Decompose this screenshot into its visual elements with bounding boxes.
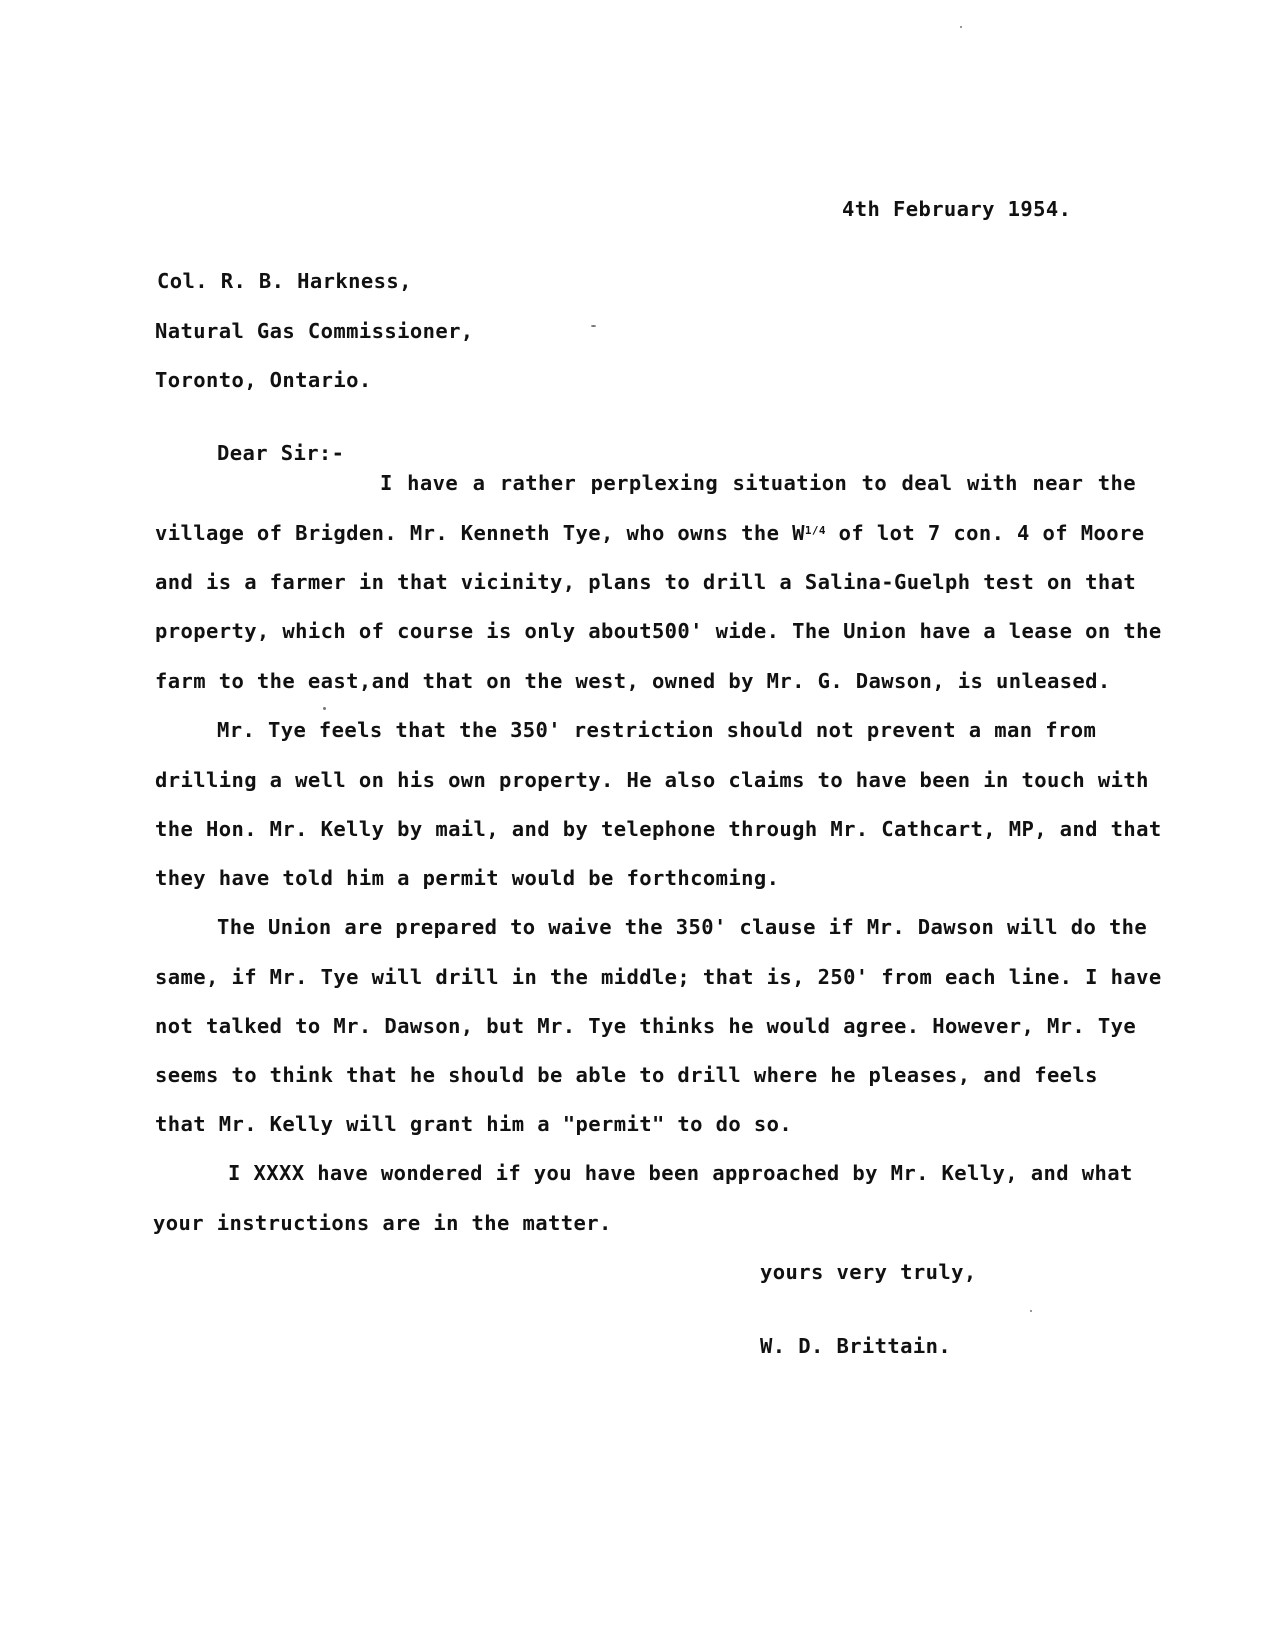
paragraph-line: drilling a well on his own property. He also claims to have been in touch with <box>155 768 1149 792</box>
salutation: Dear Sir:- <box>217 441 345 465</box>
line-text: I <box>228 1161 254 1185</box>
paper-speck <box>1030 1310 1032 1312</box>
closing: yours very truly, <box>760 1260 977 1284</box>
paper-speck <box>323 707 326 710</box>
struck-out-text: XXXX <box>253 1161 305 1185</box>
paragraph-line: your instructions are in the matter. <box>153 1211 612 1235</box>
line-text: have wondered if you have been approached by Mr. Kelly, and what <box>304 1161 1133 1185</box>
paragraph-line: that Mr. Kelly will grant him a "permit" to do so. <box>155 1112 793 1136</box>
line-text: village of Brigden. Mr. Kenneth Tye, who owns the W <box>155 521 805 545</box>
paragraph-line: I have a rather perplexing situation to deal with near the <box>380 471 1136 495</box>
paragraph-line: same, if Mr. Tye will drill in the middle; that is, 250' from each line. I have <box>155 965 1162 989</box>
recipient-name: Col. R. B. Harkness, <box>157 269 412 293</box>
fraction-one-quarter: 1/4 <box>804 524 826 537</box>
paper-speck <box>960 26 962 28</box>
paragraph-line <box>155 520 1145 546</box>
paragraph-line: they have told him a permit would be forthcoming. <box>155 866 780 890</box>
paragraph-line: not talked to Mr. Dawson, but Mr. Tye thinks he would agree. However, Mr. Tye <box>155 1014 1137 1038</box>
paragraph-line: Mr. Tye feels that the 350' restriction should not prevent a man from <box>217 718 1097 742</box>
paper-speck <box>591 325 596 327</box>
recipient-location: Toronto, Ontario. <box>155 368 372 392</box>
signature: W. D. Brittain. <box>760 1334 952 1358</box>
line-text: of lot 7 con. 4 of Moore <box>825 521 1145 545</box>
recipient-title: Natural Gas Commissioner, <box>155 319 474 343</box>
paragraph-line: farm to the east,and that on the west, owned by Mr. G. Dawson, is unleased. <box>155 669 1111 693</box>
letter-date: 4th February 1954. <box>842 197 1072 221</box>
paragraph-line <box>228 1160 1133 1186</box>
paragraph-line: property, which of course is only about500' wide. The Union have a lease on the <box>155 619 1162 643</box>
paragraph-line: seems to think that he should be able to drill where he pleases, and feels <box>155 1063 1098 1087</box>
paragraph-line: the Hon. Mr. Kelly by mail, and by telephone through Mr. Cathcart, MP, and that <box>155 817 1162 841</box>
paragraph-line: and is a farmer in that vicinity, plans to drill a Salina-Guelph test on that <box>155 570 1137 594</box>
paragraph-line: The Union are prepared to waive the 350' clause if Mr. Dawson will do the <box>217 915 1148 939</box>
